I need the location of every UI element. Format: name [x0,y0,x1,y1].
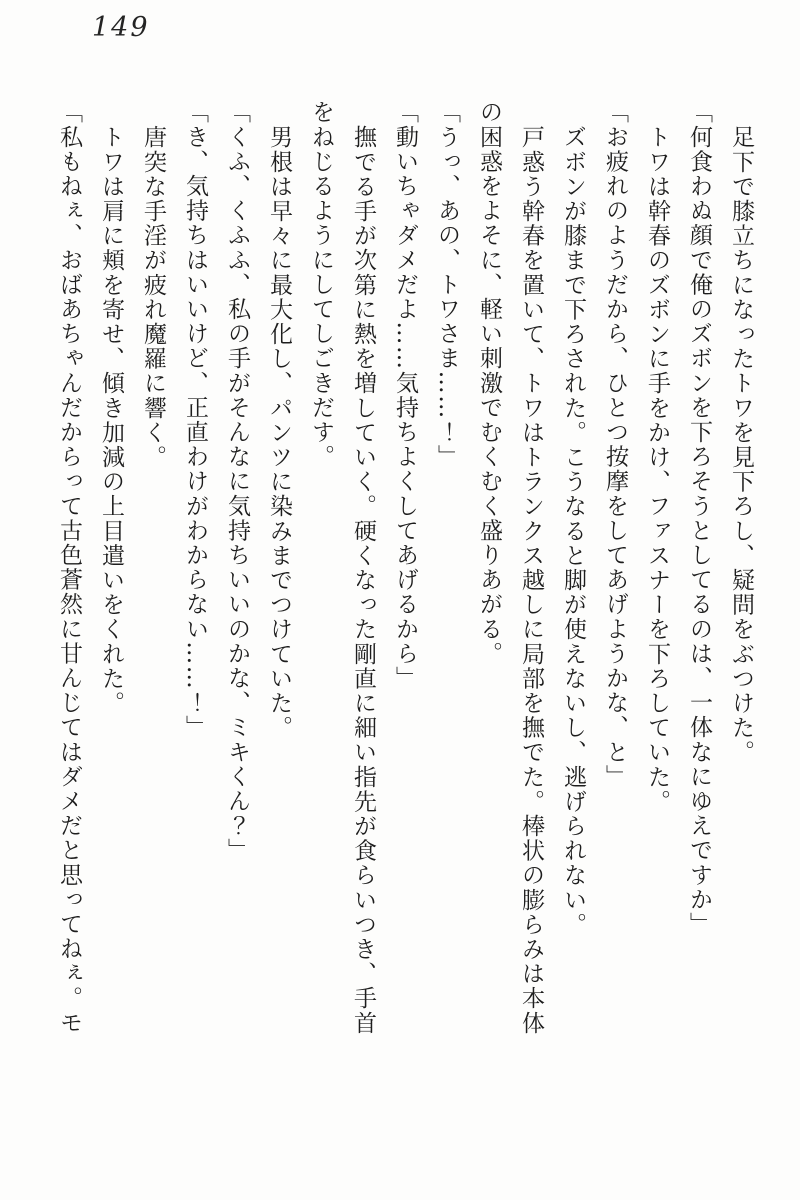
paragraph-14: トワは肩に頬を寄せ、傾き加減の上目遣いをくれた。 [98,124,124,715]
paragraph-6: 戸惑う幹春を置いて、トワはトランクス越しに局部を撫でた。棒状の膨らみは本体の困惑をよそに、軽い刺激でむくむく盛りあがる。 [476,100,544,1035]
paragraph-1: 足下で膝立ちになったトワを見下ろし、疑問をぶつけた。 [728,124,754,765]
paragraph-8: 「動いちゃダメだよ……気持ちよくしてあげるから」 [392,100,418,691]
paragraph-10: 男根は早々に最大化し、パンツに染みまでつけていた。 [266,124,292,740]
paragraph-7: 「うっ、あの、トワさま……！」 [434,100,460,469]
page-number: 149 [92,12,150,43]
paragraph-5: ズボンが膝まで下ろされた。こうなると脚が使えないし、逃げられない。 [560,124,586,937]
paragraph-11: 「くふ、くふふ、私の手がそんなに気持ちいいのかな、ミキくん？」 [224,100,250,863]
paragraph-4: 「お疲れのようだから、ひとつ按摩をしてあげようかな、と」 [602,100,628,789]
paragraph-3: トワは幹春のズボンに手をかけ、ファスナーを下ろしていた。 [644,124,670,814]
paragraph-12: 「き、気持ちはいいけど、正直わけがわからない……！」 [182,100,208,740]
paragraph-13: 唐突な手淫が疲れ魔羅に響く。 [140,124,166,469]
page-text [48,100,762,1036]
paragraph-9: 撫でる手が次第に熱を増していく。硬くなった剛直に細い指先が食らいつき、手首をねじるようにしてしごきだす。 [308,100,376,1035]
paragraph-15: 「私もねぇ、おばあちゃんだからって古色蒼然に甘んじてはダメだと思ってねぇ。モ [56,100,82,1035]
paragraph-2: 「何食わぬ顔で俺のズボンを下ろそうとしてるのは、一体なにゆえですか」 [686,100,712,937]
